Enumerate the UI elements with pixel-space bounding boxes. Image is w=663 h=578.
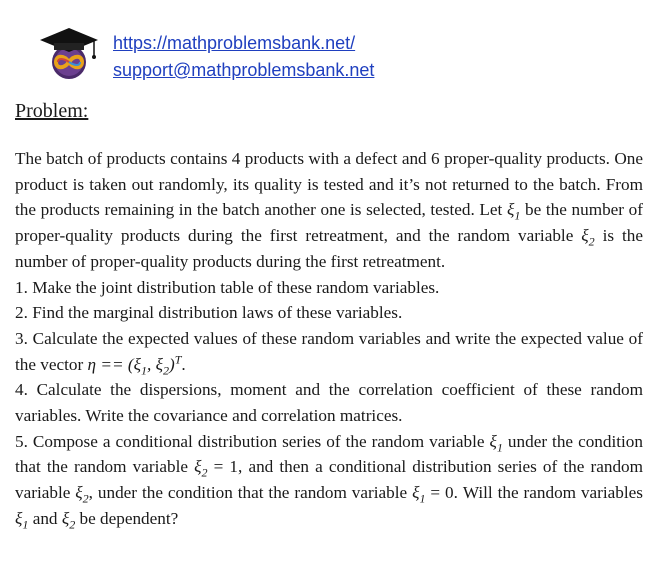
problem-intro: The batch of products contains 4 products with a defect and 6 proper-quality products. One product is taken out randomly, its quality is tested and it’s not returned to the batch. From the products remaining in the batch another one is selected, tested. Let $\xi_1$ be the number of proper-quality products during the first retreatment, and the random variable $\xi_2$ is the number of proper-quality products during the first retreatment.	[15, 149, 644, 271]
problem-statement	[15, 146, 643, 532]
task-4: 4. Calculate the dispersions, moment and the correlation coefficient of these random variables. Write the covariance and correlation matrices.	[15, 380, 643, 426]
website-link[interactable]: https://mathproblemsbank.net/	[113, 33, 356, 53]
graduation-cap-infinity-logo	[38, 26, 100, 80]
support-email-link[interactable]: support@mathproblemsbank.net	[113, 60, 375, 80]
task-3: 3. Calculate the expected values of these random variables and write the expected value of the vector $\eta == (\xi_1$, $\xi_2)^T$.	[15, 328, 643, 378]
contact-links	[113, 30, 374, 84]
task-5: 5. Compose a conditional distribution series of the random variable $\xi_1$ under the condition that the random variable $\xi_2 = 1$, and then a conditional distribution series of the random variable $\xi_2$, under the condition that the random variable $\xi_1 = 0$. Will the random variables $\xi_1$ and $\xi_2$ be dependent?	[15, 431, 643, 532]
task-1: 1. Make the joint distribution table of these random variables.	[15, 277, 440, 297]
problem-heading: Problem:	[15, 100, 89, 122]
task-2: 2. Find the marginal distribution laws of these variables.	[15, 303, 403, 323]
